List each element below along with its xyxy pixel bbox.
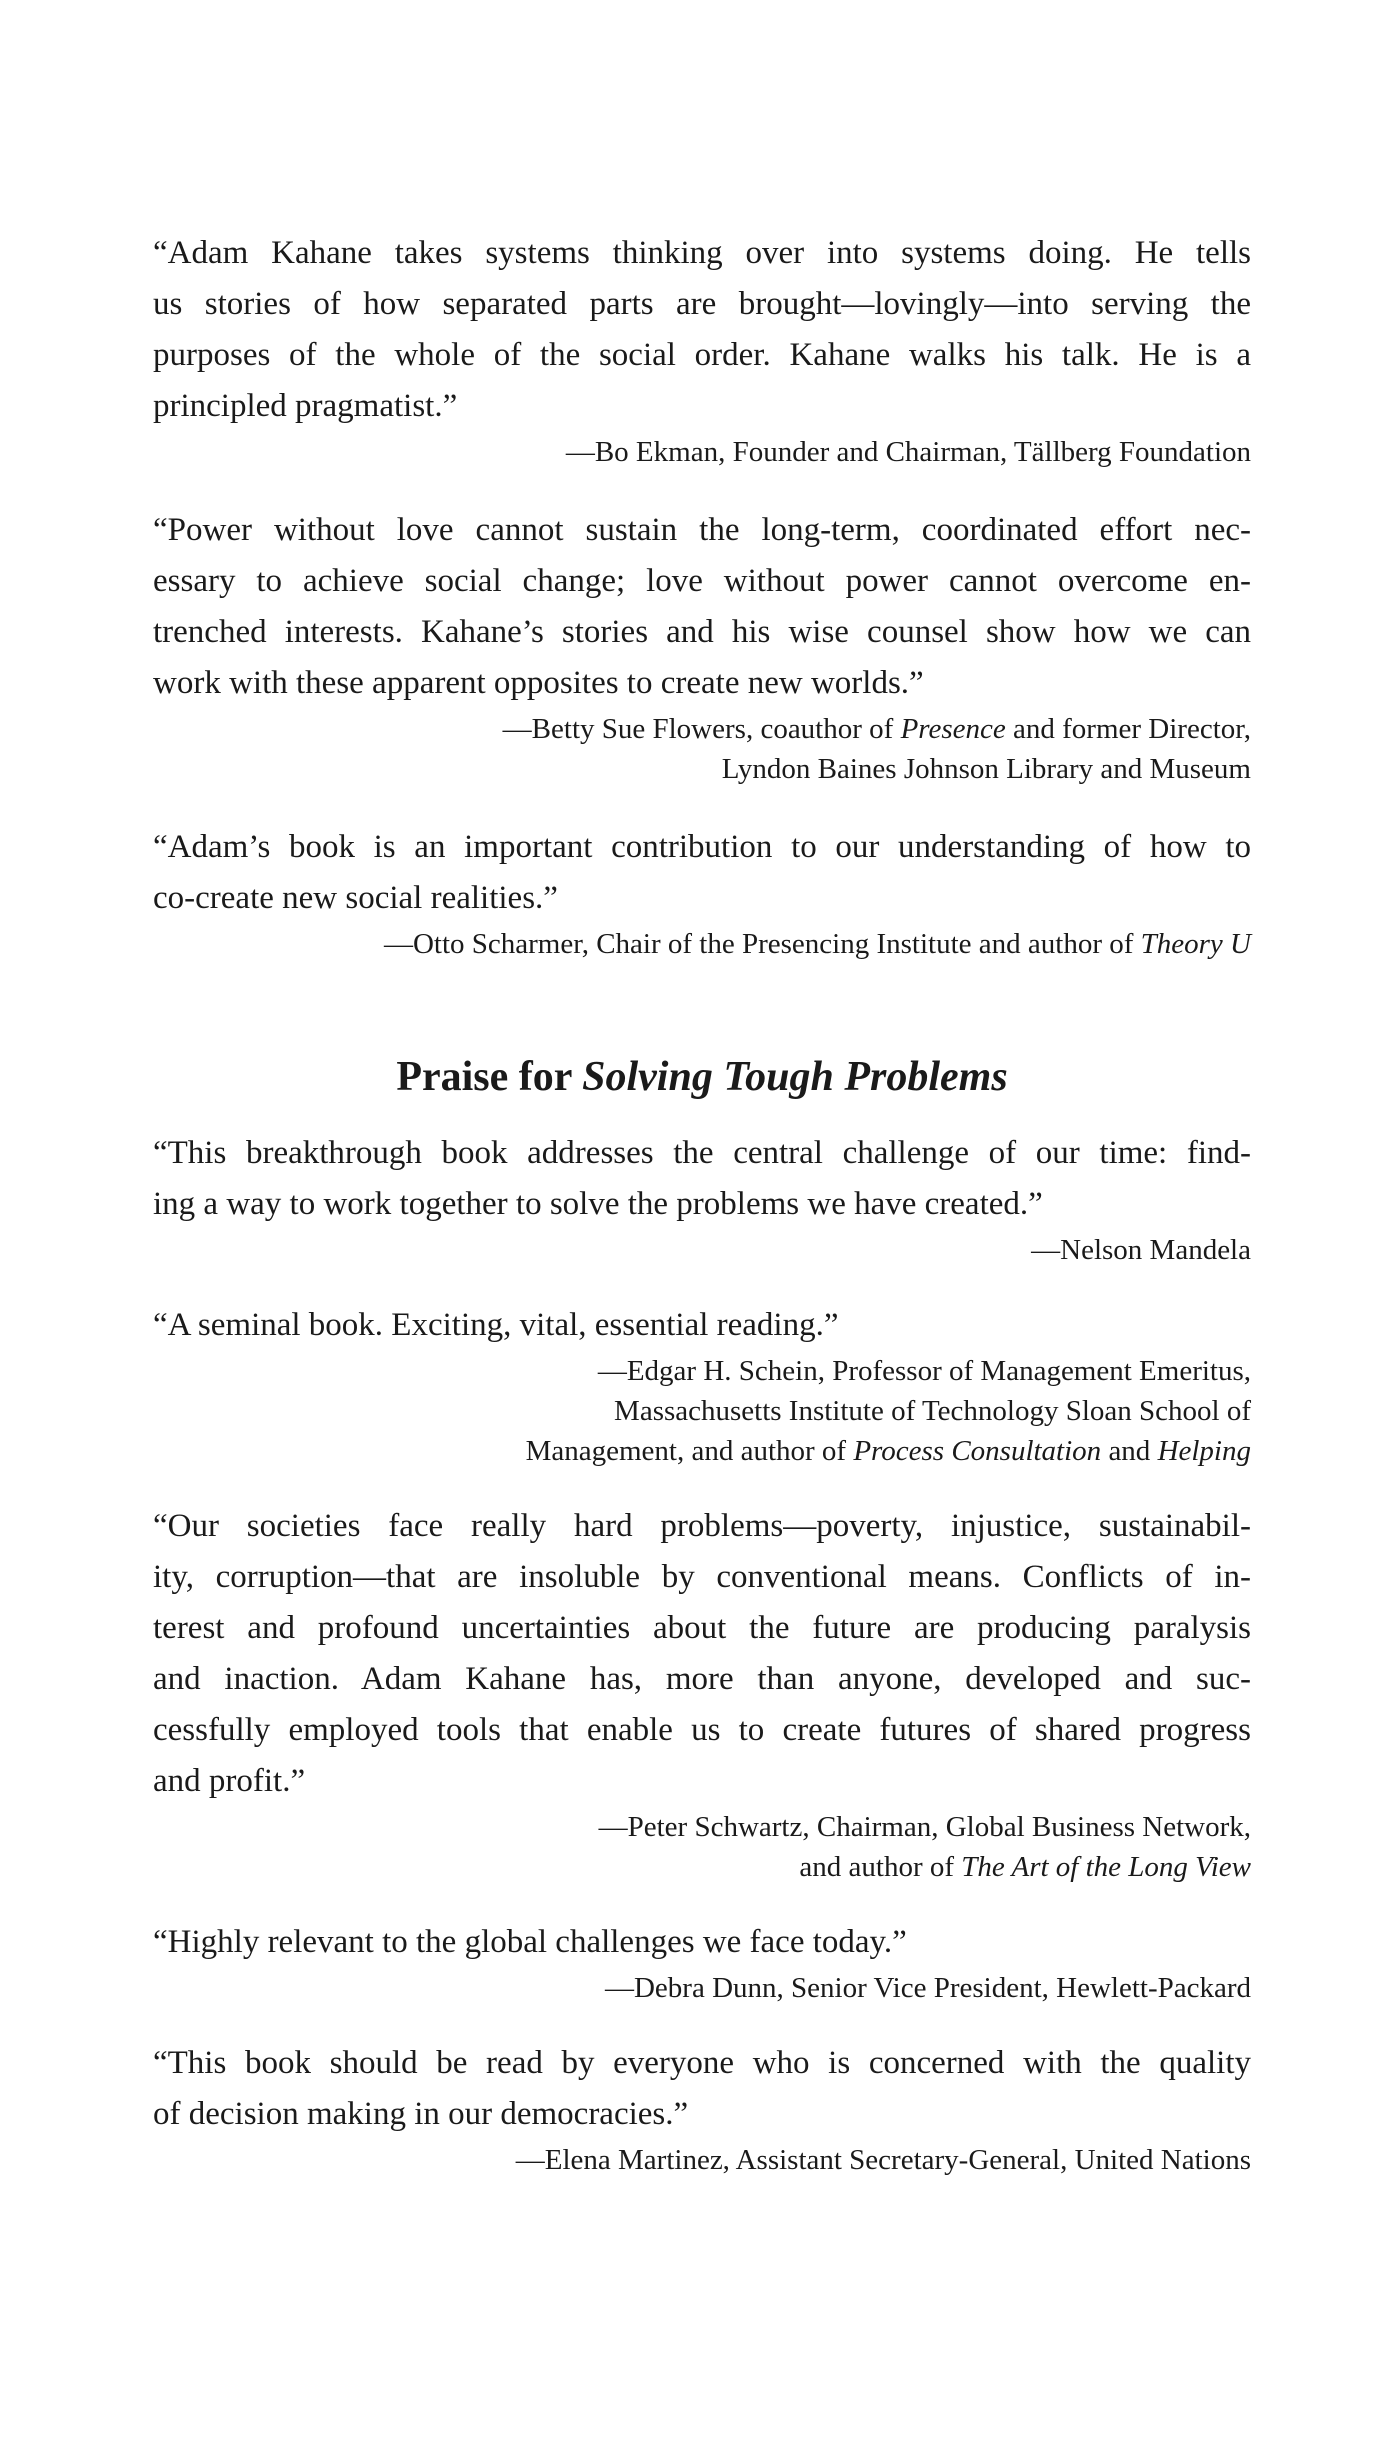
quote-block-dunn [153,1917,1251,2008]
quote-block-schein [153,1300,1251,1471]
quote-line: purposes of the whole of the social order. Kahane walks his talk. He is a [153,337,1251,373]
quote-text [153,2038,1251,2140]
quote-line: work with these apparent opposites to create new worlds.” [153,665,924,701]
quote-text [153,505,1251,709]
quote-attribution [153,1807,1251,1887]
quote-line: and inaction. Adam Kahane has, more than anyone, developed and suc- [153,1661,1251,1697]
quote-text [153,1128,1251,1230]
book-title: Helping [1157,1435,1251,1467]
attribution-text: —Betty Sue Flowers, coauthor of [502,713,901,745]
quote-line: trenched interests. Kahane’s stories and his wise counsel show how we can [153,614,1251,650]
quote-text [153,822,1251,924]
attribution-line: —Peter Schwartz, Chairman, Global Business Network, [598,1811,1251,1843]
quote-text [153,1501,1251,1807]
quote-line: “Adam Kahane takes systems thinking over into systems doing. He tells [153,235,1251,271]
attribution-line: —Bo Ekman, Founder and Chairman, Tällberg Foundation [565,436,1251,468]
quote-line: and profit.” [153,1763,306,1799]
quote-line: of decision making in our democracies.” [153,2096,689,2132]
attribution-line: —Nelson Mandela [1031,1234,1251,1266]
book-title: Theory U [1140,928,1251,960]
attribution-text: and [1101,1435,1158,1467]
attribution-text: —Otto Scharmer, Chair of the Presencing Institute and author of [383,928,1141,960]
attribution-text: Management, and author of [525,1435,854,1467]
attribution-line: Massachusetts Institute of Technology Sloan School of [614,1395,1251,1427]
quote-line: “Our societies face really hard problems—poverty, injustice, sustainabil- [153,1508,1251,1544]
attribution-line [153,1847,1251,1887]
quote-line: “This breakthrough book addresses the central challenge of our time: find- [153,1135,1251,1171]
quote-block-flowers [153,505,1251,789]
quote-line: terest and profound uncertainties about the future are producing paralysis [153,1610,1251,1646]
attribution-line: Lyndon Baines Johnson Library and Museum [721,753,1251,785]
attribution-line [153,709,1251,749]
quote-block-ekman [153,228,1251,472]
quote-block-schwartz [153,1501,1251,1887]
quote-attribution [153,1351,1251,1471]
quote-line: us stories of how separated parts are brought—lovingly—into serving the [153,286,1251,322]
quote-attribution [153,1230,1251,1270]
quote-text [153,1917,1251,1968]
book-title: Presence [900,713,1006,745]
quote-line: “Power without love cannot sustain the long-term, coordinated effort nec- [153,512,1251,548]
attribution-line: —Edgar H. Schein, Professor of Management Emeritus, [597,1355,1251,1387]
quote-block-mandela [153,1128,1251,1270]
quote-line: principled pragmatist.” [153,388,458,424]
quote-line: essary to achieve social change; love without power cannot overcome en- [153,563,1251,599]
quote-line: “This book should be read by everyone who is concerned with the quality [153,2045,1251,2081]
book-title: Process Consultation [853,1435,1102,1467]
quote-text [153,228,1251,432]
quote-attribution [153,924,1251,964]
praise-page [153,228,1251,2180]
quote-line: “Highly relevant to the global challenges we face today.” [153,1924,907,1960]
quote-line: “Adam’s book is an important contribution to our understanding of how to [153,829,1251,865]
quote-attribution [153,2140,1251,2180]
quote-attribution [153,709,1251,789]
quote-line: “A seminal book. Exciting, vital, essential reading.” [153,1307,839,1343]
heading-book-title: Solving Tough Problems [582,1054,1008,1100]
quote-line: co-create new social realities.” [153,880,558,916]
quote-attribution [153,432,1251,472]
attribution-line: —Debra Dunn, Senior Vice President, Hewlett-Packard [604,1972,1251,2004]
quote-text [153,1300,1251,1351]
quote-line: cessfully employed tools that enable us to create futures of shared progress [153,1712,1251,1748]
quote-block-martinez [153,2038,1251,2180]
attribution-line: —Elena Martinez, Assistant Secretary-General, United Nations [515,2144,1251,2176]
book-title: The Art of the Long View [961,1851,1251,1883]
attribution-text: and author of [799,1851,962,1883]
quote-line: ity, corruption—that are insoluble by conventional means. Conflicts of in- [153,1559,1251,1595]
attribution-line [153,1431,1251,1471]
attribution-text: and former Director, [1005,713,1251,745]
quote-block-scharmer [153,822,1251,964]
quote-line: ing a way to work together to solve the problems we have created.” [153,1186,1043,1222]
attribution-line [153,924,1251,964]
heading-text: Praise for [396,1054,583,1100]
quote-attribution [153,1968,1251,2008]
section-heading [153,1051,1251,1103]
